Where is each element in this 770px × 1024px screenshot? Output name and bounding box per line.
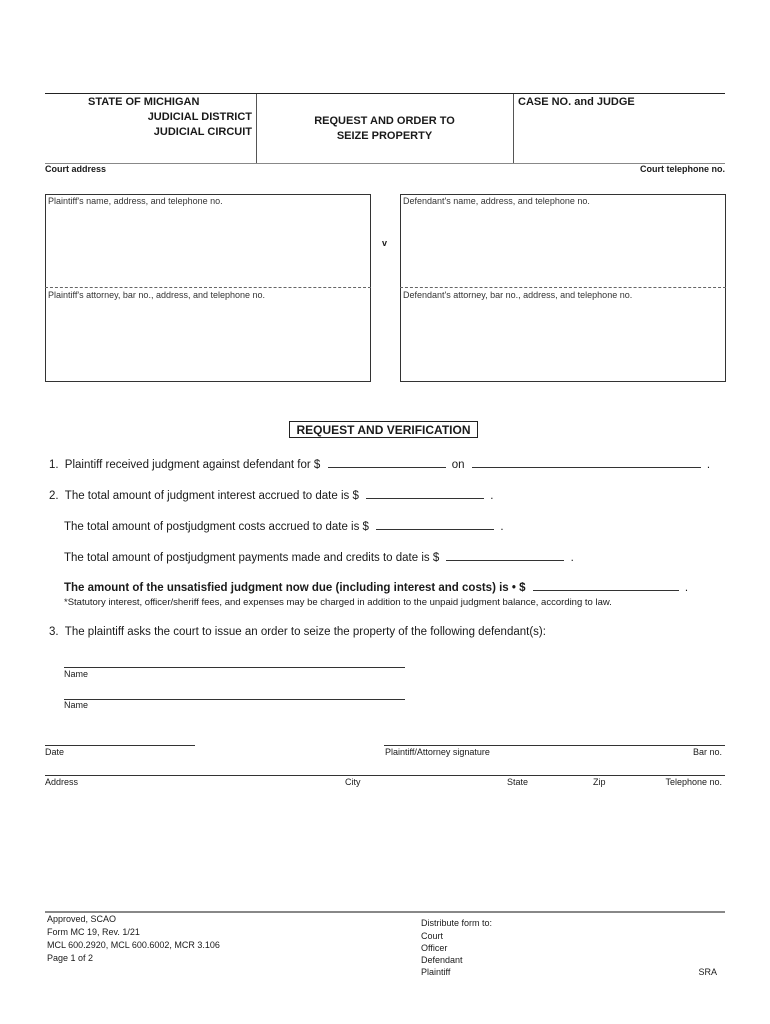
state-field-label: State [507, 777, 529, 787]
distribute-officer: Officer [421, 943, 448, 953]
item-1-text: Plaintiff received judgment against defendant for $ [64, 459, 321, 471]
item-2-text: The total amount of judgment interest accrued to date is $ [64, 490, 359, 502]
address-label: Address [45, 777, 79, 787]
judicial-district-label: JUDICIAL DISTRICT [147, 111, 252, 123]
item-2b [64, 517, 504, 533]
header-divider-left [256, 94, 257, 163]
item-2b-period: . [500, 521, 504, 533]
signature-line[interactable] [384, 745, 725, 746]
item-3 [49, 626, 546, 638]
footer-statutes: MCL 600.2920, MCL 600.6002, MCR 3.106 [47, 940, 220, 950]
item-2b-text: The total amount of postjudgment costs accrued to date is $ [64, 521, 369, 533]
item-2d-text: The amount of the unsatisfied judgment now due (including interest and costs) is • $ [64, 582, 526, 594]
header-top-rule [45, 93, 725, 94]
footer-page: Page 1 of 2 [47, 953, 94, 963]
plaintiff-box[interactable] [45, 194, 371, 382]
plaintiff-box-divider [45, 287, 371, 288]
signature-label: Plaintiff/Attorney signature [385, 747, 490, 757]
section-heading: REQUEST AND VERIFICATION [289, 421, 478, 438]
plaintiff-attorney-label: Plaintiff's attorney, bar no., address, and telephone no. [48, 290, 266, 300]
telephone-label: Telephone no. [665, 777, 722, 787]
defendant-name-2-line[interactable] [64, 699, 405, 700]
defendant-name-1-line[interactable] [64, 667, 405, 668]
item-3-text: The plaintiff asks the court to issue an order to seize the property of the following defendant(s): [64, 626, 546, 638]
item-2d [64, 578, 688, 594]
city-label: City [345, 777, 361, 787]
header-divider-right [513, 94, 514, 163]
defendant-box[interactable] [400, 194, 726, 382]
bar-no-label: Bar no. [692, 747, 722, 757]
defendant-box-divider [400, 287, 726, 288]
costs-accrued-field[interactable] [376, 517, 494, 530]
item-2c-text: The total amount of postjudgment payments made and credits to date is $ [64, 552, 440, 564]
distribute-court: Court [421, 931, 444, 941]
distribute-heading: Distribute form to: [421, 918, 493, 928]
item-1-on: on [451, 459, 465, 471]
judgment-date-field[interactable] [472, 455, 701, 468]
distribute-defendant: Defendant [421, 955, 463, 965]
item-2 [49, 486, 493, 502]
item-2-number: 2. [49, 490, 59, 502]
footer-approved: Approved, SCAO [47, 914, 117, 924]
versus-label: v [382, 238, 388, 248]
interest-accrued-field[interactable] [366, 486, 484, 499]
item-1-number: 1. [49, 459, 59, 471]
plaintiff-label: Plaintiff's name, address, and telephone no. [48, 196, 223, 206]
item-2-period: . [490, 490, 494, 502]
item-1 [49, 455, 710, 471]
form-title-line2: SEIZE PROPERTY [336, 130, 433, 142]
header-bottom-rule [45, 163, 725, 164]
footer-rule [45, 911, 725, 913]
form-title-line1: REQUEST AND ORDER TO [314, 115, 455, 127]
judgment-amount-field[interactable] [328, 455, 446, 468]
zip-label: Zip [593, 777, 606, 787]
court-address-label: Court address [45, 164, 107, 174]
date-line[interactable] [45, 745, 195, 746]
item-2c [64, 548, 574, 564]
statutory-footnote: *Statutory interest, officer/sheriff fees, and expenses may be charged in addition to the unpaid judgment balance, according to law. [64, 597, 612, 608]
defendant-name-2-label: Name [64, 700, 89, 710]
form-code: SRA [698, 967, 717, 977]
address-line[interactable] [45, 775, 725, 776]
item-2c-period: . [570, 552, 574, 564]
judicial-circuit-label: JUDICIAL CIRCUIT [153, 126, 252, 138]
court-telephone-label: Court telephone no. [640, 164, 725, 174]
item-1-period: . [706, 459, 711, 471]
defendant-name-1-label: Name [64, 669, 89, 679]
case-no-judge-label: CASE NO. and JUDGE [518, 96, 635, 108]
defendant-label: Defendant's name, address, and telephone no. [403, 196, 590, 206]
date-label: Date [45, 747, 65, 757]
distribute-plaintiff: Plaintiff [421, 967, 451, 977]
item-3-number: 3. [49, 626, 59, 638]
defendant-attorney-label: Defendant's attorney, bar no., address, and telephone no. [403, 290, 633, 300]
payments-credits-field[interactable] [446, 548, 564, 561]
item-2d-period: . [684, 582, 689, 594]
state-label: STATE OF MICHIGAN [88, 96, 200, 108]
footer-form-number: Form MC 19, Rev. 1/21 [47, 927, 140, 937]
amount-due-field[interactable] [533, 578, 679, 591]
